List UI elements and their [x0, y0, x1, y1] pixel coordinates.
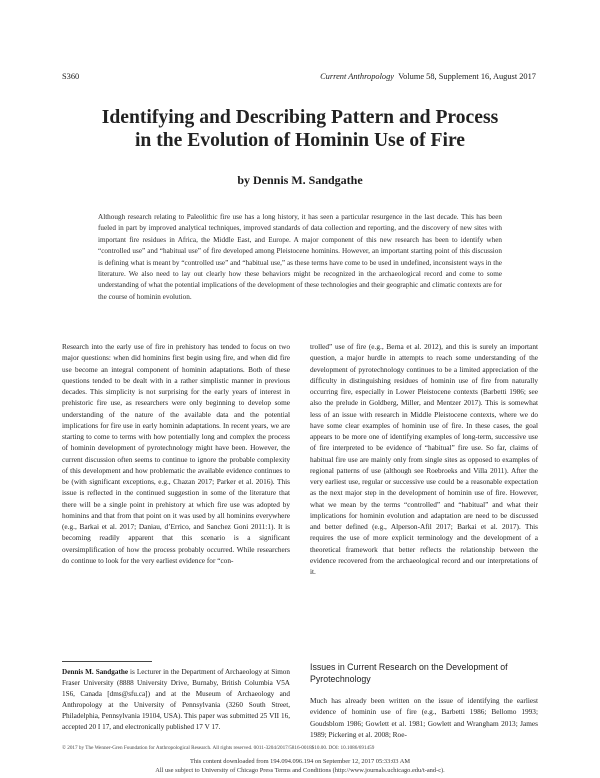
author-byline: by Dennis M. Sandgathe — [237, 173, 363, 187]
title-line-2: in the Evolution of Hominin Use of Fire — [134, 130, 466, 151]
footnote-author-name: Dennis M. Sandgathe — [62, 668, 129, 676]
title-line-1: Identifying and Describing Pattern and Process — [101, 107, 499, 128]
volume-info: Volume 58, Supplement 16, August 2017 — [398, 72, 536, 81]
body-column-right-section — [310, 662, 538, 740]
footnote-rule — [62, 661, 152, 662]
body-paragraph-right: trolled” use of fire (e.g., Berna et al. 2012), and this is surely an important question, a major hurdle in attempts to reach some understanding of the development of pyrotechnology continues to be a limited appreciation of the difficulty in distinguishing residues of hominin use of fire from naturally occurring fire, especially in Lower Pleistocene contexts (Barbetti 1986; see also the prelude in Goldberg, Miller, and Mentzer 2017). This is somewhat less of an issue with research in Middle Pleistocene contexts, where we do have some clear examples of hominin use of fire. In these cases, the goal appears to be more one of identifying examples of long-term, successive use of fire interpreted to be evidence of “habitual” fire use. So far, claims of habitual fire use are mainly only from single sites as opposed to examples of regional patterns of use (although see Roebroeks and Villa 2011). After the very earliest use, regular or successive use could be a reasonable expectation as the next major step in the development of hominin use of fire. However, what we mean by the terms “controlled” and “habitual” and what their implications for hominin evolution and adaptation are need to be discussed and better defined (e.g., Alperson-Afil 2017; Barkai et al. 2017). This requires the use of more explicit terminology and the development of a theoretical framework that better reflects the relationship between the evidence recovered from the archaeological record and our interpretations of it. — [310, 342, 538, 576]
footnote-text: is Lecturer in the Department of Archaeology at Simon Fraser University (8888 University Drive, Burnaby, British Columbia V5A 1S6, Canada [dms@sfu.ca]) and at the Museum of Archaeology and Anthropology at the University of Pennsylvania (3260 South Street, Philadelphia, Pennsylvania 19104, USA). This paper was submitted 25 VII 16, accepted 20 I 17, and electronically published 17 V 17. — [62, 668, 290, 731]
journal-name: Current Anthropology — [320, 72, 394, 81]
body-paragraph-left: Research into the early use of fire in prehistory has tended to focus on two major questions: when did hominins first begin using fire, and when did fire use become an integral component of hominin adaptations. Both of these questions tended to be dealt with in a rather simplistic manner in previous decades. This simplicity is not surprising for the early years of interest in prehistoric fire use, as researchers were only beginning to develop some understanding of the nature of the available data and the potential implications for fire use in early hominin adaptations. In recent years, we are starting to come to terms with how potentially long and complex the process of hominin development of pyrotechnology might have been. However, the current discussion often seems to continue to ignore the probable complexity of this development and how problematic the available evidence continues to be (with significant exceptions, e.g., Chazan 2017; Parker et al. 2016). This issue is reflected in the continued suggestion in some of the literature that there will be a single point in prehistory at which fire use was adopted by hominins and that from that point on it was used by all hominins everywhere (e.g., Barkai et al. 2017; Daniau, d’Errico, and Sanchez Goni 2011:1). It is becoming readily apparent that this scenario is a significant oversimplification of how the process probably occurred. While researchers do continue to look for the very earliest evidence for “con- — [62, 342, 290, 565]
copyright-line: © 2017 by The Wenner-Gren Foundation for Anthropological Research. All rights reserved. 0011-3204/2017/5816-0018$10.00. DOI: 10.1086/691459 — [62, 745, 375, 751]
article-title — [40, 106, 560, 152]
abstract: Although research relating to Paleolithic fire use has a long history, it has seen a particular resurgence in the last decade. This has been fueled in part by improved analytical techniques, improved standards of data collection and reporting, and the discovery of new sites with important fire residues in Africa, the Middle East, and Europe. A major component of this new research has been to identify when “controlled use” and “habitual use” of fire developed among Pleistocene hominins. However, an important starting point of this discussion is defining what is meant by “controlled use” and “habitual use,” as these terms have come to be used in undefined, inconsistent ways in the literature. We also need to lay out clearly how these behaviors might be recognized in the archaeological record and come to some understanding of what the potential implications of the development of these technologies and their geographic and climatic contexts are for the course of hominin evolution. — [98, 213, 502, 301]
section-heading: Issues in Current Research on the Development of Pyrotechnology — [310, 662, 508, 684]
author-footnote — [62, 667, 290, 732]
page-number: S360 — [62, 72, 80, 81]
body-column-left — [62, 341, 290, 566]
download-line-2: All use subject to University of Chicago Press Terms and Conditions (http://www.journals.uchicago.edu/t-and-c). — [155, 766, 445, 774]
section-paragraph: Much has already been written on the issue of identifying the earliest evidence of hominin use of fire (e.g., Barbetti 1986; Bellomo 1993; Goudsblom 1986; Gowlett et al. 1981; Gowlett and Wrangham 2013; James 1989; Pickering et al. 2008; Roe- — [310, 696, 538, 739]
download-notice — [0, 758, 600, 775]
body-column-right — [310, 341, 538, 577]
download-line-1: This content downloaded from 194.094.096.194 on September 12, 2017 05:33:03 AM — [189, 758, 411, 765]
journal-info — [320, 72, 536, 81]
